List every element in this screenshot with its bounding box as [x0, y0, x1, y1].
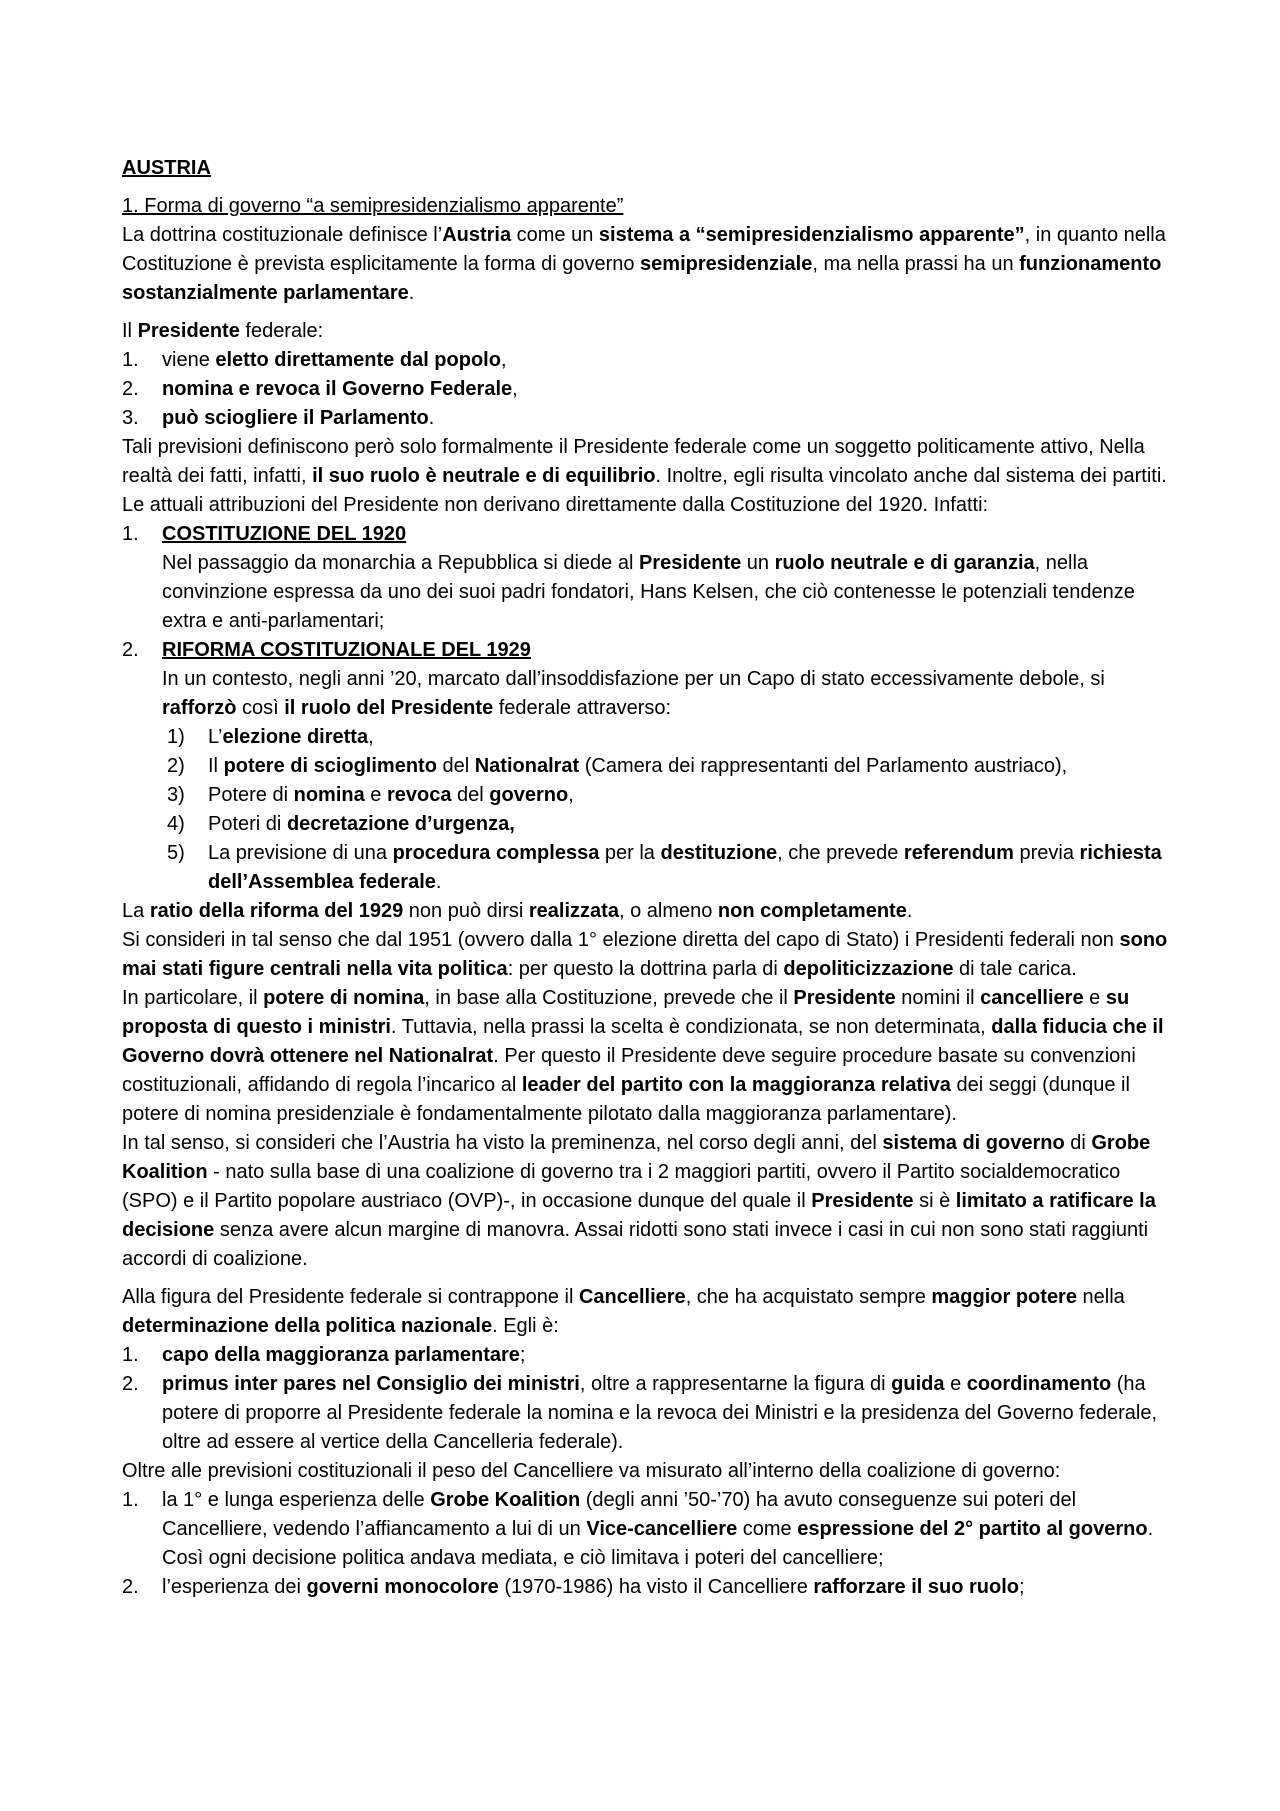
president-lead: Il Presidente federale: [122, 320, 324, 342]
constitution-1920-heading: COSTITUZIONE DEL 1920 [162, 523, 407, 545]
document-body [122, 154, 1172, 1602]
reform-sub-item: 5) La previsione di una procedura complessa per la destituzione, che prevede referendum previa richiesta dell’Assemblea federale. [167, 842, 1162, 893]
coalition-experience-item: 1. la 1° e lunga esperienza delle Grobe Koalition (degli anni ’50-’70) ha avuto conseguenze sui poteri del Cancelliere, vedendo l’affiancamento a lui di un Vice-cancelliere come espressione del 2° partito al governo. Così ogni decisione politica andava mediata, e ciò limitava i poteri del cancelliere; [122, 1489, 1154, 1569]
intro-paragraph: La dottrina costituzionale definisce l’Austria come un sistema a “semipresidenzialismo apparente”, in quanto nella Costituzione è prevista esplicitamente la forma di governo semipresidenziale, ma nella prassi ha un funzionamento sostanzialmente parlamentare. [122, 224, 1166, 304]
president-power-item: 1. viene eletto direttamente dal popolo, [122, 349, 507, 371]
since-1951-paragraph: Si consideri in tal senso che dal 1951 (ovvero dalla 1° elezione diretta del capo di Stato) i Presidenti federali non sono mai stati figure centrali nella vita politica: per questo la dottrina parla di depoliticizzazione di tale carica. [122, 929, 1168, 980]
reform-sub-item: 3) Potere di nomina e revoca del governo, [167, 784, 574, 806]
reform-sub-item: 2) Il potere di scioglimento del Nationalrat (Camera dei rappresentanti del Parlamento austriaco), [167, 755, 1068, 777]
document-title: AUSTRIA [122, 157, 211, 179]
chancellor-paragraph: Alla figura del Presidente federale si contrappone il Cancelliere, che ha acquistato sempre maggior potere nella determinazione della politica nazionale. Egli è: [122, 1286, 1125, 1337]
reform-sub-item: 4) Poteri di decretazione d’urgenza, [167, 813, 515, 835]
coalition-experience-item: 2. l’esperienza dei governi monocolore (1970-1986) ha visto il Cancelliere rafforzare il suo ruolo; [122, 1576, 1025, 1598]
president-power-item: 3. può sciogliere il Parlamento. [122, 407, 435, 429]
grobe-koalition-paragraph: In tal senso, si consideri che l’Austria ha visto la preminenza, nel corso degli anni, del sistema di governo di Grobe Koalition - nato sulla base di una coalizione di governo tra i 2 maggiori partiti, ovvero il Partito socialdemocratico (SPO) e il Partito popolare austriaco (OVP)-, in occasione dunque del quale il Presidente si è limitato a ratificare la decisione senza avere alcun margine di manovra. Assai ridotti sono stati invece i casi in cui non sono stati raggiunti accordi di coalizione. [122, 1132, 1156, 1270]
coalition-weight-intro: Oltre alle previsioni costituzionali il peso del Cancelliere va misurato all’interno della coalizione di governo: [122, 1460, 1061, 1482]
nomination-paragraph: In particolare, il potere di nomina, in base alla Costituzione, prevede che il Presidente nomini il cancelliere e su proposta di questo i ministri. Tuttavia, nella prassi la scelta è condizionata, se non determinata, dalla fiducia che il Governo dovrà ottenere nel Nationalrat. Per questo il Presidente deve seguire procedure basate su convenzioni costituzionali, affidando di regola l’incarico al leader del partito con la maggioranza relativa dei seggi (dunque il potere di nomina presidenziale è fondamentalmente pilotato dalla maggioranza parlamentare). [122, 987, 1164, 1125]
section-heading: 1. Forma di governo “a semipresidenzialismo apparente” [122, 195, 624, 217]
chancellor-role-item: 2. primus inter pares nel Consiglio dei ministri, oltre a rappresentarne la figura di guida e coordinamento (ha potere di proporre al Presidente federale la nomina e la revoca dei Ministri e la presidenza del Governo federale, oltre ad essere al vertice della Cancelleria federale). [122, 1373, 1158, 1453]
constitution-1920-text: Nel passaggio da monarchia a Repubblica si diede al Presidente un ruolo neutrale e di garanzia, nella convinzione espressa da uno dei suoi padri fondatori, Hans Kelsen, che ciò contenesse le potenziali tendenze extra e anti-parlamentari; [162, 552, 1135, 632]
attributions-intro: Le attuali attribuzioni del Presidente non derivano direttamente dalla Costituzione del 1920. Infatti: [122, 494, 989, 516]
formal-powers-paragraph: Tali previsioni definiscono però solo formalmente il Presidente federale come un soggetto politicamente attivo, Nella realtà dei fatti, infatti, il suo ruolo è neutrale e di equilibrio. Inoltre, egli risulta vincolato anche dal sistema dei partiti. [122, 436, 1167, 487]
constitution-1920-item: 1. COSTITUZIONE DEL 1920 Nel passaggio da monarchia a Repubblica si diede al Presidente un ruolo neutrale e di garanzia, nella convinzione espressa da uno dei suoi padri fondatori, Hans Kelsen, che ciò contenesse le potenziali tendenze extra e anti-parlamentari; [122, 520, 1172, 636]
reform-1929-heading: RIFORMA COSTITUZIONALE DEL 1929 [162, 639, 531, 661]
reform-1929-text: In un contesto, negli anni ’20, marcato dall’insoddisfazione per un Capo di stato eccessivamente debole, si rafforzò così il ruolo del Presidente federale attraverso: [162, 668, 1105, 719]
reform-sub-item: 1) L’elezione diretta, [167, 726, 374, 748]
ratio-paragraph: La ratio della riforma del 1929 non può dirsi realizzata, o almeno non completamente. [122, 900, 913, 922]
chancellor-role-item: 1. capo della maggioranza parlamentare; [122, 1344, 526, 1366]
president-power-item: 2. nomina e revoca il Governo Federale, [122, 378, 518, 400]
reform-1929-item: 2. RIFORMA COSTITUZIONALE DEL 1929 In un contesto, negli anni ’20, marcato dall’insoddisfazione per un Capo di stato eccessivamente debole, si rafforzò così il ruolo del Presidente federale attraverso: [122, 636, 1172, 723]
